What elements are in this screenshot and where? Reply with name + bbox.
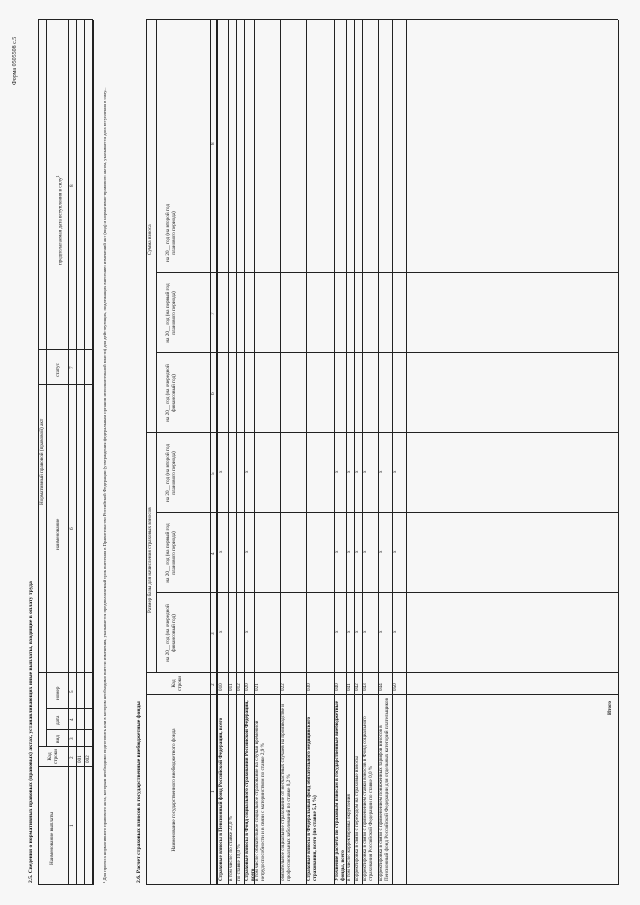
fund-row-name: корректировка в связи с применением ставки взносов в Фонд социального страхования Российской Федерации по ставке 0,0 %: [362, 716, 374, 881]
colnum26-6: 6: [210, 392, 216, 395]
period-sum-1: на 20__ год (на очередной финансовый год): [165, 364, 177, 422]
fund-row-code: 050: [392, 683, 398, 691]
period-base-1: на 20__ год (на очередной финансовый год): [165, 604, 177, 662]
fund-row-code: 011: [228, 683, 234, 691]
cell-mark: x: [347, 470, 352, 473]
colnum-2: 2: [69, 756, 75, 759]
cell-mark: x: [393, 550, 398, 553]
cell-mark: x: [335, 550, 340, 553]
fund-row-code: 041: [346, 683, 352, 691]
cell-mark: x: [355, 550, 360, 553]
period-sum-3: на 20__ год (на второй год планового периода): [165, 204, 177, 262]
cell-mark: x: [379, 550, 384, 553]
cell-mark: x: [245, 470, 250, 473]
col-status: статус: [55, 363, 61, 377]
colnum-1: 1: [69, 824, 75, 827]
sum-header: Сумма взноса: [147, 224, 153, 255]
cell-mark: x: [219, 470, 224, 473]
cell-mark: x: [245, 630, 250, 633]
col-vid: вид: [55, 735, 61, 743]
period-sum-2: на 20__ год (на первый год планового периода): [165, 283, 177, 343]
cell-mark: x: [335, 470, 340, 473]
cell-mark: x: [347, 550, 352, 553]
cell-mark: x: [355, 470, 360, 473]
fund-row-name: Страховые взносы в Федеральный фонд обязательного медицинского страхования, всего (по ставке 5,1 %): [306, 716, 318, 881]
fund-row-code: 020: [244, 683, 250, 691]
colnum26-2: 2: [210, 683, 216, 686]
colnum26-3: 3: [210, 632, 216, 635]
colnum26-4: 4: [210, 552, 216, 555]
cell-mark: x: [363, 550, 368, 553]
cell-mark: x: [355, 630, 360, 633]
footnote: ¹ Для проекта нормативного правового акта, которым необходимо подготовить или в котором необходимо внести изменения, указывается предполагаемый срок внесения в Правительство Российской Федерации (утверждения федеральным органом исполнительной власти) для действующих, подлежащих внесению изменений акт (вид) и нормативно-правового актом, указывается дата вступления в силу...: [102, 87, 107, 883]
cell-mark: x: [347, 630, 352, 633]
fund-row-code: 010: [218, 683, 224, 691]
fund-row-code: 022: [280, 683, 286, 691]
fund-row-name: в том числе: обязательное социальное страхование на случай временной нетрудоспособности и в связи с материнством по ставке 2,9 %: [254, 720, 266, 881]
fund-row-code: 044: [378, 683, 384, 691]
col-payment-name: Наименование выплаты: [49, 812, 55, 865]
cell-mark: x: [219, 630, 224, 633]
cell-mark: x: [393, 470, 398, 473]
col-row-code: Код строки: [47, 748, 59, 765]
fund-row-code: 012: [236, 683, 242, 691]
cell-mark: x: [335, 630, 340, 633]
cell-mark: x: [219, 550, 224, 553]
fund-row-name: в том числе: по ставке 22,0 %: [228, 815, 234, 881]
section-25-title: 2.5. Сведения о нормативных правовых (правовых) актах, устанавливающих иные выплаты, входящие в оплату труда: [28, 581, 34, 883]
fund-row-code: 043: [362, 683, 368, 691]
col-number: номер: [55, 686, 61, 700]
colnum-5: 5: [69, 690, 75, 693]
fund-row-code: 030: [306, 683, 312, 691]
colnum26-7: 7: [210, 312, 216, 315]
fund-row-code: 040: [334, 683, 340, 691]
form-id: Форма 0505508 с.5: [12, 36, 18, 85]
total-label: Итого: [607, 701, 613, 715]
fund-row-name: Страховые взносы в Фонд социального страхования Российской Федерации, всего: [244, 700, 256, 881]
colnum-8: 8: [69, 184, 75, 187]
cell-mark: x: [393, 630, 398, 633]
col-row-code-26: Код строки: [171, 675, 183, 692]
cell-mark: x: [245, 550, 250, 553]
row-separator: [406, 20, 407, 885]
cell-mark: x: [379, 630, 384, 633]
fund-row-code: 021: [254, 683, 260, 691]
col-fund-name: Наименование государственного внебюджетного фонда: [171, 728, 177, 852]
fund-row-name: корректировка в связи с переходом на страховые взносы: [354, 756, 360, 881]
colnum-6: 6: [69, 527, 75, 530]
fund-row-name: Страховые взносы в Пенсионный фонд Российской Федерации, всего: [218, 717, 224, 881]
period-base-2: на 20__ год (на первый год планового периода): [165, 523, 177, 583]
period-base-3: на 20__ год (на второй год планового периода): [165, 444, 177, 502]
col-status-date: предполагаемая дата вступления в силу$^1$: [55, 175, 64, 265]
col-date: дата: [55, 715, 61, 725]
row-code-001: 001: [77, 755, 83, 763]
colnum26-1: 1: [210, 790, 216, 793]
colnum-4: 4: [69, 718, 75, 721]
colnum-3: 3: [69, 737, 75, 740]
row-separator: [392, 20, 393, 885]
fund-row-name: корректировка в связи с применением пониженных тарифов взносов в Пенсионный фонд Российской Федерации для отдельных категорий плательщиков: [378, 698, 390, 881]
cell-mark: x: [363, 470, 368, 473]
colnum-7: 7: [69, 366, 75, 369]
fund-row-code: 042: [354, 683, 360, 691]
colnum26-8: 8: [210, 142, 216, 145]
fund-row-name: обязательное социальное страхование от несчастных случаев на производстве и профессиональных заболеваний по ставке 0,2 %: [280, 704, 292, 881]
cell-mark: x: [379, 470, 384, 473]
row-code-002: 002: [85, 755, 91, 763]
colnum26-5: 5: [210, 472, 216, 475]
fund-row-name: в том числе: корректировка округления: [346, 794, 352, 881]
fund-row-name: Уточнение расчета по страховым взносам в государственные внебюджетные фонды, всего: [334, 701, 346, 881]
npa-header: Нормативный правовой (правовой) акт: [39, 418, 45, 505]
section-26-title: 2.6. Расчет страховых взносов в государственные внебюджетные фонды: [136, 701, 142, 883]
fund-row-name: по ставке 10,0 %: [236, 844, 242, 881]
col-title: наименование: [55, 518, 61, 550]
rate-header: Размер базы для начисления страховых взносов: [147, 507, 153, 613]
cell-mark: x: [363, 630, 368, 633]
